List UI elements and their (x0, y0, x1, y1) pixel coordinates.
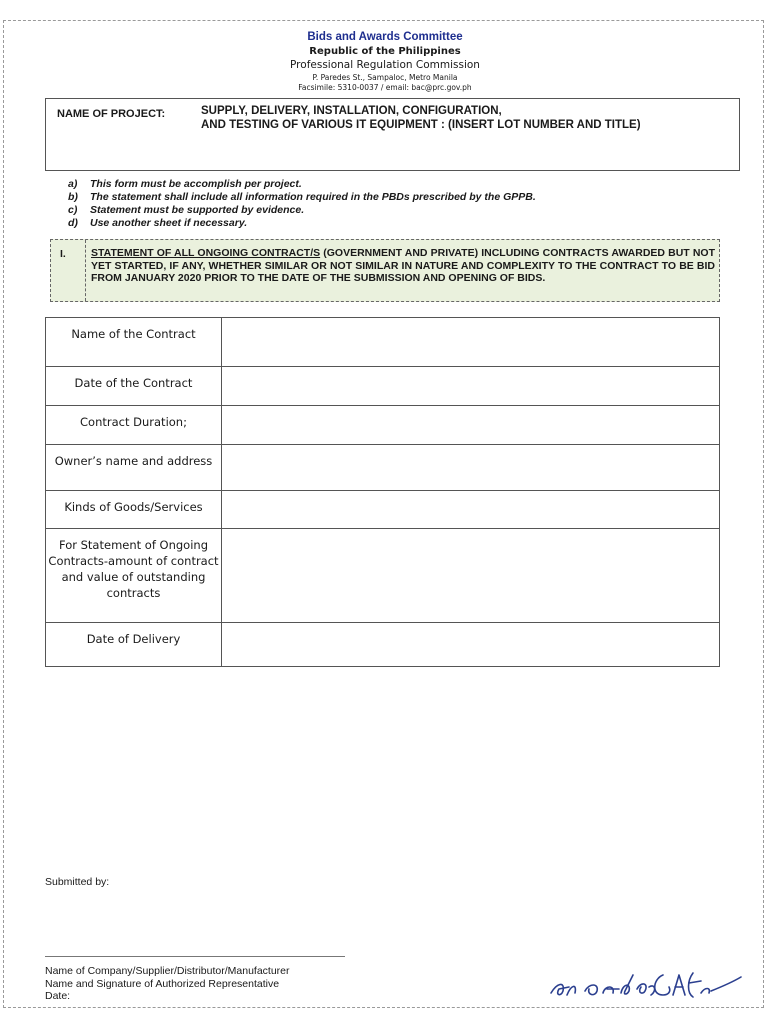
date-label: Date: (45, 990, 71, 1002)
table-row (46, 491, 720, 529)
table-row (46, 623, 720, 667)
row-value-cell[interactable] (222, 445, 720, 491)
row-label: Contract Duration; (46, 406, 222, 445)
table-row (46, 318, 720, 367)
company-name-label: Name of Company/Supplier/Distributor/Manufacturer (45, 965, 290, 977)
contract-details-table (45, 317, 720, 667)
row-label: Kinds of Goods/Services (46, 491, 222, 529)
section-heading-underlined: STATEMENT OF ALL ONGOING CONTRACT/S (91, 247, 321, 259)
table-row (46, 529, 720, 623)
row-value-cell[interactable] (222, 406, 720, 445)
committee-title: Bids and Awards Committee (307, 31, 463, 43)
project-title-line2: AND TESTING OF VARIOUS IT EQUIPMENT : (INSERT LOT NUMBER AND TITLE) (201, 119, 641, 131)
representative-label: Name and Signature of Authorized Representative (45, 977, 280, 990)
section-heading (91, 247, 715, 285)
agency-name: Professional Regulation Commission (290, 59, 480, 71)
submitted-by-label: Submitted by: (45, 876, 110, 888)
table-row (46, 406, 720, 445)
row-label: Name of the Contract (46, 318, 222, 367)
table-row (46, 367, 720, 406)
signature-block (45, 965, 290, 1003)
row-value-cell[interactable] (222, 529, 720, 623)
instruction-item: a) This form must be accomplish per project. (68, 178, 302, 190)
section-heading-rest: (GOVERNMENT AND PRIVATE) INCLUDING CONTRACTS AWARDED BUT NOT YET STARTED, IF ANY, WHETHER SIMILAR OR NOT SIMILAR IN NATURE AND COMPLEXITY TO THE CONTRACT TO BE BID FROM JANUARY 2020 PRIOR TO THE DATE OF THE SUBMISSION AND OPENING OF BIDS. (91, 247, 715, 285)
row-value-cell[interactable] (222, 623, 720, 667)
row-value-cell[interactable] (222, 318, 720, 367)
row-value-cell[interactable] (222, 491, 720, 529)
instruction-item: b) The statement shall include all information required in the PBDs prescribed by the GPPB. (68, 191, 536, 203)
signature-line (45, 956, 345, 957)
republic-line: Republic of the Philippines (309, 46, 461, 57)
project-title-line1: SUPPLY, DELIVERY, INSTALLATION, CONFIGURATION, (201, 105, 502, 117)
section-number: I. (60, 248, 66, 260)
row-label: Owner’s name and address (46, 445, 222, 491)
instructions-list (68, 178, 536, 230)
project-box (45, 98, 740, 171)
agency-address: P. Paredes St., Sampaloc, Metro Manila (312, 73, 458, 82)
handwritten-signature (545, 965, 745, 1005)
table-row (46, 445, 720, 491)
row-label: For Statement of Ongoing Contracts-amount of contract and value of outstanding contracts (46, 529, 222, 623)
section-divider (85, 240, 86, 301)
instruction-item: c) Statement must be supported by evidence. (68, 204, 305, 216)
section-heading-box (50, 239, 720, 302)
instruction-item: d) Use another sheet if necessary. (68, 217, 248, 229)
row-label: Date of Delivery (46, 623, 222, 667)
row-value-cell[interactable] (222, 367, 720, 406)
row-label: Date of the Contract (46, 367, 222, 406)
agency-contact: Facsimile: 5310-0037 / email: bac@prc.gov.ph (298, 83, 472, 92)
project-title (201, 104, 641, 132)
project-label: NAME OF PROJECT: (57, 108, 166, 120)
